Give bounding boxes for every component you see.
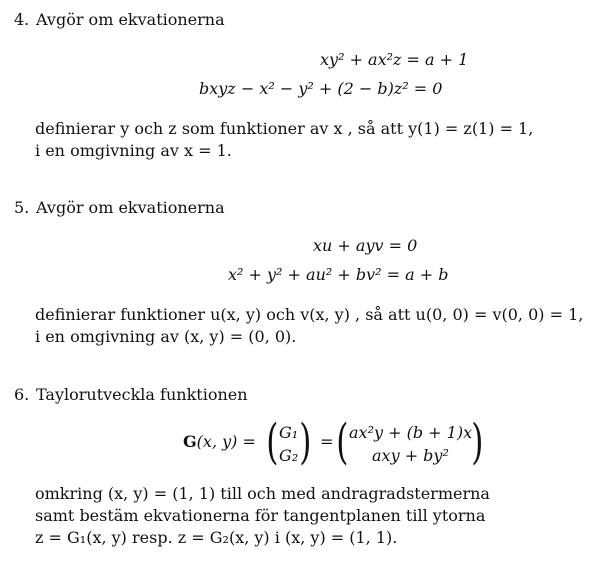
problem-5-equation-2: x² + y² + au² + bv² = a + b bbox=[228, 265, 449, 284]
vector-entry-g2: G₂ bbox=[279, 446, 299, 465]
problem-6-intro: Taylorutveckla funktionen bbox=[36, 385, 248, 404]
problem-4-text-line-2: i en omgivning av x = 1. bbox=[35, 141, 232, 160]
problem-4-intro: Avgör om ekvationerna bbox=[36, 10, 225, 29]
problem-6-text-line-3: z = G₁(x, y) resp. z = G₂(x, y) i (x, y) = (1, 1). bbox=[35, 528, 398, 547]
problem-6-text-line-1: omkring (x, y) = (1, 1) till och med andragradstermerna bbox=[35, 484, 490, 503]
problem-5-equation-1: xu + ayv = 0 bbox=[313, 236, 418, 255]
problem-4-equation-2: bxyz − x² − y² + (2 − b)z² = 0 bbox=[199, 79, 443, 98]
problem-6-number: 6. bbox=[14, 385, 30, 404]
problem-5-text-line-2: i en omgivning av (x, y) = (0, 0). bbox=[35, 327, 297, 346]
vector-entry-rhs-1: ax²y + (b + 1)x bbox=[349, 423, 473, 442]
problem-4-equation-1: xy² + ax²z = a + 1 bbox=[320, 50, 469, 69]
problem-4-text-line-1: definierar y och z som funktioner av x , så att y(1) = z(1) = 1, bbox=[35, 119, 534, 138]
problem-5-text-line-1: definierar funktioner u(x, y) och v(x, y) , så att u(0, 0) = v(0, 0) = 1, bbox=[35, 305, 584, 324]
right-vector-close-paren: ) bbox=[471, 414, 484, 470]
left-vector-open-paren: ( bbox=[266, 414, 279, 470]
vector-entry-g1: G₁ bbox=[279, 423, 299, 442]
vector-entry-rhs-2: axy + by² bbox=[372, 446, 449, 465]
problem-6-text-line-2: samt bestäm ekvationerna för tangentplanen till ytorna bbox=[35, 506, 486, 525]
problem-4-number: 4. bbox=[14, 10, 30, 29]
problem-5-number: 5. bbox=[14, 198, 30, 217]
problem-6-equals: = bbox=[320, 432, 334, 451]
problem-6-lhs: G(x, y) = bbox=[183, 432, 256, 451]
right-vector-open-paren: ( bbox=[336, 414, 349, 470]
problem-5-intro: Avgör om ekvationerna bbox=[36, 198, 225, 217]
left-vector-close-paren: ) bbox=[299, 414, 312, 470]
